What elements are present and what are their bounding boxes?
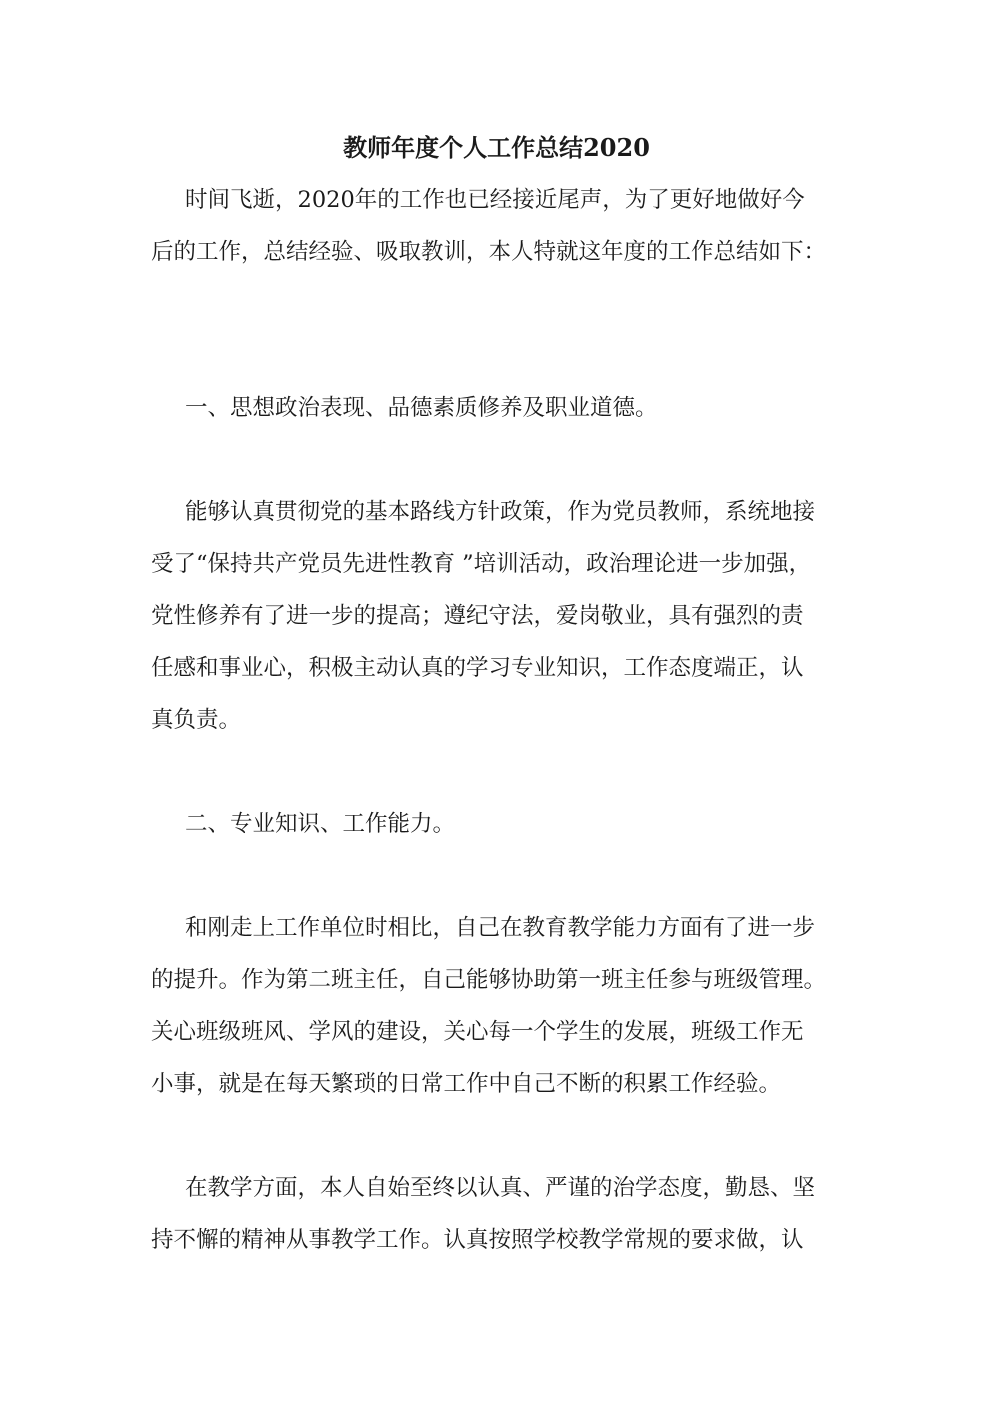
section2-line-4: 小事，就是在每天繁琐的日常工作中自己不断的积累工作经验。: [151, 1071, 782, 1097]
section1-line-1: 能够认真贯彻党的基本路线方针政策，作为党员教师，系统地接: [185, 499, 816, 525]
section1-line-5: 真负责。: [151, 707, 242, 733]
teaching-line-1: 在教学方面，本人自始至终以认真、严谨的治学态度，勤恳、坚: [185, 1175, 816, 1201]
section2-line-3: 关心班级班风、学风的建设，关心每一个学生的发展，班级工作无: [151, 1019, 804, 1045]
section2-line-2: 的提升。作为第二班主任，自己能够协助第一班主任参与班级管理。: [151, 967, 827, 993]
section-heading-2: 二、专业知识、工作能力。: [185, 811, 456, 837]
intro-line-2: 后的工作，总结经验、吸取教训，本人特就这年度的工作总结如下：: [151, 239, 827, 265]
document-title: 教师年度个人工作总结2020: [343, 133, 650, 162]
section1-line-3: 党性修养有了进一步的提高；遵纪守法，爱岗敬业，具有强烈的责: [151, 603, 804, 629]
intro-line-1: 时间飞逝，2020年的工作也已经接近尾声，为了更好地做好今: [185, 187, 805, 213]
section-heading-1: 一、思想政治表现、品德素质修养及职业道德。: [185, 395, 658, 421]
section2-line-1: 和刚走上工作单位时相比，自己在教育教学能力方面有了进一步: [185, 915, 816, 941]
teaching-line-2: 持不懈的精神从事教学工作。认真按照学校教学常规的要求做，认: [151, 1227, 804, 1253]
section1-line-4: 任感和事业心，积极主动认真的学习专业知识，工作态度端正，认: [151, 655, 804, 681]
section1-line-2: 受了“保持共产党员先进性教育 ”培训活动，政治理论进一步加强，: [151, 551, 812, 577]
